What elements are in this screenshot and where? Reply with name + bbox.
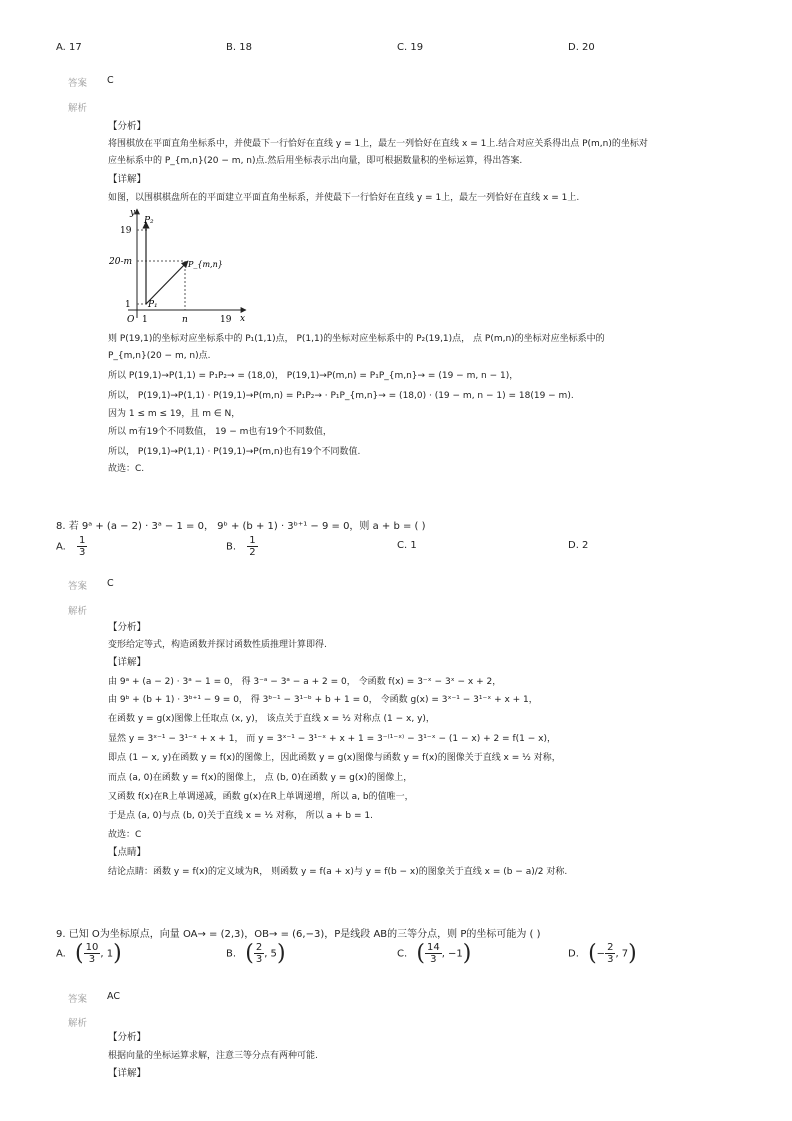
q7-option-c: C. 19 xyxy=(397,42,424,53)
q7-fenxi-heading: 【分析】 xyxy=(108,121,147,132)
q8-stem: 8. 若 9ᵃ + (a − 2) · 3ᵃ − 1 = 0， 9ᵇ + (b + 1) · 3ᵇ⁺¹ − 9 = 0，则 a + b = ( ) xyxy=(56,521,426,532)
q8-text-line-10: 故选：C xyxy=(108,830,142,840)
q9-option-c: C. ( $\frac{14}{3}$ , −1) xyxy=(397,941,472,966)
q7-xiangjie-heading: 【详解】 xyxy=(108,174,147,185)
q9-option-d-label: D. xyxy=(568,948,579,960)
q9-option-b: B. ( $\frac{2}{3}$ , 5) xyxy=(226,941,286,966)
q9-option-d-fraction: $\frac{2}{3}$ xyxy=(607,942,614,965)
q8-option-d: D. 2 xyxy=(568,540,589,551)
coordinate-figure xyxy=(106,206,252,328)
q7-text-line-3: 如图，以围棋棋盘所在的平面建立平面直角坐标系，并使最下一行恰好在直线 y = 1上，最左一列恰好在直线 x = 1上. xyxy=(108,193,580,203)
tick-y-20m: 20-m xyxy=(109,257,133,267)
q8-fenxi-heading: 【分析】 xyxy=(108,622,147,633)
q9-analysis-label: 解析 xyxy=(68,1018,88,1029)
x-axis-label: x xyxy=(240,314,246,324)
q9-fenxi-heading: 【分析】 xyxy=(108,1032,147,1043)
q9-option-b-fraction: $\frac{2}{3}$ xyxy=(255,942,263,965)
q7-option-d: D. 20 xyxy=(568,42,595,53)
point-pmn-label: P_{m,n} xyxy=(188,260,223,269)
q7-text-line-7: 所以， P(19,1)→P(1,1) · P(19,1)→P(m,n) = P₁P₂→ · P₁P_{m,n}→ = (18,0) · (19 − m, n − 1) = 18(19 − m). xyxy=(108,391,574,401)
q8-text-line-1: 变形给定等式，构造函数并探讨函数性质推理计算即得. xyxy=(108,640,327,650)
q9-answer-label: 答案 xyxy=(68,994,88,1005)
q9-option-c-fraction: $\frac{14}{3}$ xyxy=(426,942,440,965)
q9-answer-value: AC xyxy=(107,991,120,1002)
tick-y-1: 1 xyxy=(125,300,131,310)
q7-text-line-10: 所以， P(19,1)→P(1,1) · P(19,1)→P(m,n)也有19个不同数值. xyxy=(108,447,361,457)
q7-text-line-5: P_{m,n}(20 − m, n)点. xyxy=(108,351,211,361)
origin-label: O xyxy=(127,315,135,325)
q7-answer-value: C xyxy=(107,75,114,86)
q8-option-b-fraction: $\frac{1}{2}$ xyxy=(249,535,256,558)
q7-text-line-11: 故选：C. xyxy=(108,464,145,474)
q8-analysis-label: 解析 xyxy=(68,606,88,617)
q9-option-c-label: C. xyxy=(397,948,408,960)
q8-answer-value: C xyxy=(107,578,114,589)
q7-text-line-1: 将围棋放在平面直角坐标系中，并使最下一行恰好在直线 y = 1上，最左一列恰好在直线 x = 1上.结合对应关系得出点 P(m,n)的坐标对 xyxy=(108,139,648,149)
tick-y-19: 19 xyxy=(120,226,132,236)
q8-text-line-3: 由 9ᵇ + (b + 1) · 3ᵇ⁺¹ − 9 = 0， 得 3ᵇ⁻¹ − 3¹⁻ᵇ + b + 1 = 0， 令函数 g(x) = 3ˣ⁻¹ − 3¹⁻ˣ + x + 1， xyxy=(108,695,538,705)
q8-text-line-5: 显然 y = 3ˣ⁻¹ − 3¹⁻ˣ + x + 1， 而 y = 3ˣ⁻¹ − 3¹⁻ˣ + x + 1 = 3⁻⁽¹⁻ˣ⁾ − 3¹⁻ˣ − (1 − x) + 2 = f(1 − x)， xyxy=(108,734,556,744)
q8-text-line-2: 由 9ᵃ + (a − 2) · 3ᵃ − 1 = 0， 得 3⁻ᵃ − 3ᵃ − a + 2 = 0， 令函数 f(x) = 3⁻ˣ − 3ˣ − x + 2， xyxy=(108,677,502,687)
tick-x-1: 1 xyxy=(142,315,148,325)
q8-option-b xyxy=(226,535,258,558)
q7-answer-label: 答案 xyxy=(68,78,88,89)
q8-text-line-7: 而点 (a, 0)在函数 y = f(x)的图像上， 点 (b, 0)在函数 y = g(x)的图像上， xyxy=(108,773,413,783)
q8-option-c: C. 1 xyxy=(397,540,417,551)
q9-option-a-label: A. xyxy=(56,948,66,960)
q8-text-line-11: 结论点睛：函数 y = f(x)的定义域为R， 则函数 y = f(a + x)与 y = f(b − x)的图象关于直线 x = (b − a)/2 对称. xyxy=(108,867,568,877)
q8-option-a xyxy=(56,535,87,558)
q8-text-line-8: 又函数 f(x)在R上单调递减，函数 g(x)在R上单调递增，所以 a, b的值唯一， xyxy=(108,792,414,802)
q7-text-line-4: 则 P(19,1)的坐标对应坐标系中的 P₁(1,1)点， P(1,1)的坐标对应坐标系中的 P₂(19,1)点， 点 P(m,n)的坐标对应坐标系中的 xyxy=(108,334,605,344)
q7-option-b: B. 18 xyxy=(226,42,252,53)
q7-text-line-2: 应坐标系中的 P_{m,n}(20 − m, n)点.然后用坐标表示出向量，即可根据数量积的坐标运算，得出答案. xyxy=(108,156,523,166)
q9-xiangjie-heading: 【详解】 xyxy=(108,1068,147,1079)
q9-option-a: A. ( $\frac{10}{3}$ , 1) xyxy=(56,941,122,966)
y-axis-label: y xyxy=(130,208,136,218)
point-p1-label: P₁ xyxy=(148,300,158,310)
q9-option-a-fraction: $\frac{10}{3}$ xyxy=(85,942,99,965)
q8-xiangjie-heading: 【详解】 xyxy=(108,657,147,668)
point-p2-label: P₂ xyxy=(144,216,154,226)
q8-option-a-fraction: $\frac{1}{3}$ xyxy=(79,535,86,558)
q7-text-line-9: 所以 m有19个不同数值， 19 − m也有19个不同数值， xyxy=(108,427,332,437)
q8-answer-label: 答案 xyxy=(68,581,88,592)
q8-option-b-label: B. xyxy=(226,541,237,553)
q9-text-line-1: 根据向量的坐标运算求解，注意三等分点有两种可能. xyxy=(108,1051,318,1061)
q8-text-line-4: 在函数 y = g(x)图像上任取点 (x, y)， 该点关于直线 x = ½ 对称点 (1 − x, y)， xyxy=(108,714,435,724)
tick-x-19: 19 xyxy=(220,315,232,325)
q9-option-d: D. (− $\frac{2}{3}$ , 7) xyxy=(568,941,637,966)
q7-option-a: A. 17 xyxy=(56,42,82,53)
vector-p1-pmn xyxy=(146,261,188,304)
q8-option-a-label: A. xyxy=(56,541,66,553)
q8-text-line-9: 于是点 (a, 0)与点 (b, 0)关于直线 x = ½ 对称， 所以 a + b = 1. xyxy=(108,811,373,821)
tick-x-n: n xyxy=(182,315,188,325)
q9-option-b-label: B. xyxy=(226,948,237,960)
q9-stem: 9. 已知 O为坐标原点，向量 OA→ = (2,3)，OB→ = (6,−3)，P是线段 AB的三等分点，则 P的坐标可能为 ( ) xyxy=(56,929,541,940)
q8-text-line-6: 即点 (1 − x, y)在函数 y = f(x)的图像上，因此函数 y = g(x)图像与函数 y = f(x)的图像关于直线 x = ½ 对称， xyxy=(108,753,561,763)
q7-analysis-label: 解析 xyxy=(68,103,88,114)
q7-text-line-6: 所以 P(19,1)→P(1,1) = P₁P₂→ = (18,0)， P(19,1)→P(m,n) = P₁P_{m,n}→ = (19 − m, n − 1)， xyxy=(108,371,519,381)
q8-dianjing-heading: 【点睛】 xyxy=(108,847,147,858)
q7-text-line-8: 因为 1 ≤ m ≤ 19，且 m ∈ N， xyxy=(108,409,241,419)
